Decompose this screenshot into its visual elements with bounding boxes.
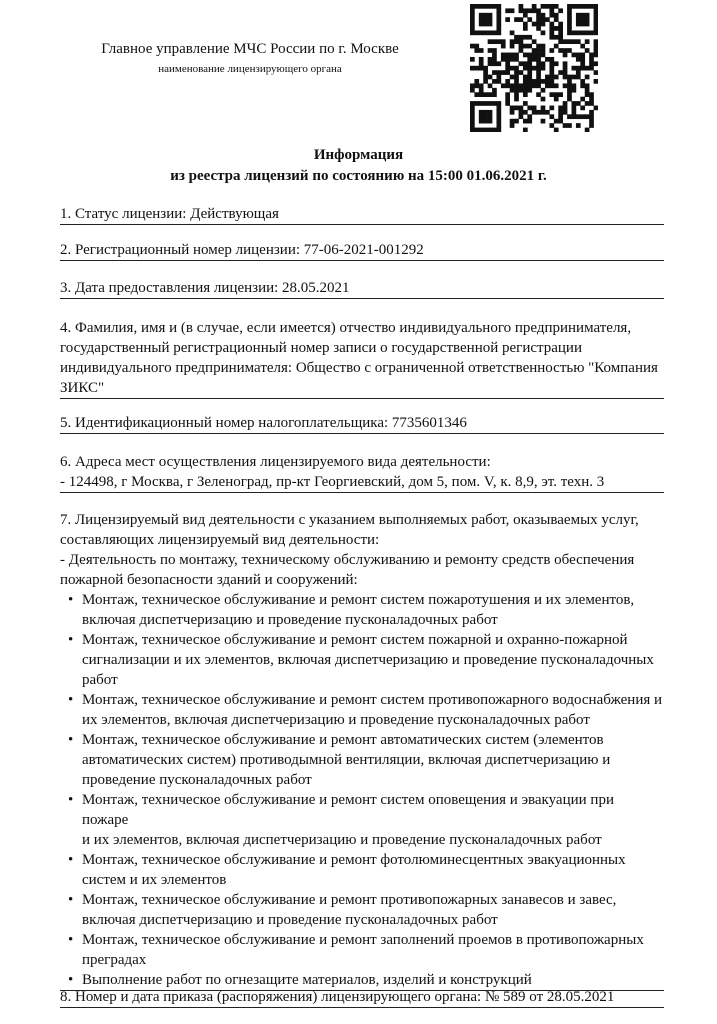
- license-reg-number: [60, 240, 664, 261]
- licensed-activity-line2: составляющих лицензируемый вид деятельности:: [60, 532, 380, 548]
- licensed-work-line: сигнализации и их элементов, включая диспетчеризацию и проведение пусконаладочных: [82, 652, 654, 668]
- bullet-icon: •: [68, 932, 74, 948]
- licensed-activity-line3: - Деятельность по монтажу, техническому обслуживанию и ремонту средств обеспечения: [60, 552, 635, 568]
- licensed-work-line: Монтаж, техническое обслуживание и ремонт противопожарных занавесов и завес,: [82, 892, 617, 908]
- taxpayer-id: [60, 413, 664, 434]
- bullet-icon: •: [68, 692, 74, 708]
- license-holder-line2: государственный регистрационный номер записи о государственной регистрации: [60, 340, 582, 356]
- licensed-works-list: [60, 590, 664, 991]
- licensed-work-line: Выполнение работ по огнезащите материалов, изделий и конструкций: [82, 972, 532, 988]
- license-reg-number-text: 2. Регистрационный номер лицензии: 77-06-2021-001292: [60, 240, 664, 261]
- licensed-work-line: их элементов, включая диспетчеризацию и проведение пусконаладочных работ: [82, 712, 590, 728]
- licensed-work-item: [60, 930, 664, 970]
- licensed-work-line: Монтаж, техническое обслуживание и ремонт систем пожарной и охранно-пожарной: [82, 632, 628, 648]
- taxpayer-id-text: 5. Идентификационный номер налогоплательщика: 7735601346: [60, 413, 664, 434]
- licensed-activity: [60, 510, 664, 991]
- licensed-work-line: Монтаж, техническое обслуживание и ремонт систем пожаротушения и их элементов,: [82, 592, 635, 608]
- licensed-work-line: систем и их элементов: [82, 872, 227, 888]
- licensing-authority-caption: наименование лицензирующего органа: [158, 63, 342, 75]
- order-info-text: 8. Номер и дата приказа (распоряжения) лицензирующего органа: № 589 от 28.05.2021: [60, 987, 664, 1008]
- licensed-work-item: [60, 690, 664, 730]
- licensed-work-item: [60, 730, 664, 790]
- order-info: [60, 987, 664, 1008]
- licensed-work-item: [60, 850, 664, 890]
- licensed-work-line: Монтаж, техническое обслуживание и ремонт систем оповещения и эвакуации при пожаре: [82, 792, 614, 828]
- licensed-work-line: включая диспетчеризацию и проведение пусконаладочных работ: [82, 612, 498, 628]
- licensed-work-line: Монтаж, техническое обслуживание и ремонт заполнений проемов в противопожарных: [82, 932, 644, 948]
- licensed-work-line: Монтаж, техническое обслуживание и ремонт систем противопожарного водоснабжения и: [82, 692, 663, 708]
- activity-address-value: - 124498, г Москва, г Зеленоград, пр-кт Георгиевский, дом 5, пом. V, к. 8,9, эт. техн. 3: [60, 472, 664, 493]
- licensed-work-line: Монтаж, техническое обслуживание и ремонт автоматических систем (элементов: [82, 732, 604, 748]
- licensed-work-line: Монтаж, техническое обслуживание и ремонт фотолюминесцентных эвакуационных: [82, 852, 626, 868]
- licensed-work-line: автоматических систем) противодымной вентиляции, включая диспетчеризацию и: [82, 752, 611, 768]
- licensed-work-item: [60, 630, 664, 690]
- licensed-work-line: преградах: [82, 952, 147, 968]
- document-title-line2: из реестра лицензий по состоянию на 15:00 01.06.2021 г.: [170, 168, 547, 184]
- license-status: [60, 204, 664, 225]
- activity-addresses: [60, 452, 664, 493]
- licensed-activity-line1: 7. Лицензируемый вид деятельности с указанием выполняемых работ, оказываемых услуг,: [60, 512, 639, 528]
- licensed-work-item: [60, 890, 664, 930]
- licensed-work-item: [60, 790, 664, 850]
- license-holder: [60, 318, 664, 399]
- licensed-work-line: и их элементов, включая диспетчеризацию и проведение пусконаладочных работ: [82, 832, 602, 848]
- licensed-activity-line4: пожарной безопасности зданий и сооружений:: [60, 572, 358, 588]
- bullet-icon: •: [68, 732, 74, 748]
- license-holder-line1: 4. Фамилия, имя и (в случае, если имеется) отчество индивидуального предпринимателя,: [60, 320, 632, 336]
- licensed-work-line: проведение пусконаладочных работ: [82, 772, 312, 788]
- bullet-icon: •: [68, 632, 74, 648]
- license-holder-line3: индивидуального предпринимателя: Общество с ограниченной ответственностью "Компания: [60, 360, 658, 376]
- bullet-icon: •: [68, 852, 74, 868]
- document-title: [0, 145, 717, 187]
- licensed-work-line: работ: [82, 672, 118, 688]
- qr-code-icon: [470, 4, 598, 132]
- license-date-text: 3. Дата предоставления лицензии: 28.05.2021: [60, 278, 664, 299]
- license-holder-line4: ЗИКС": [60, 378, 664, 399]
- licensing-authority-name: Главное управление МЧС России по г. Москве: [101, 41, 399, 57]
- licensed-work-line: включая диспетчеризацию и проведение пусконаладочных работ: [82, 912, 498, 928]
- licensing-authority-header: [60, 40, 440, 76]
- document-title-line1: Информация: [313, 147, 404, 163]
- licensed-work-item: [60, 590, 664, 630]
- license-status-text: 1. Статус лицензии: Действующая: [60, 204, 664, 225]
- bullet-icon: •: [68, 892, 74, 908]
- activity-addresses-label: 6. Адреса мест осуществления лицензируемого вида деятельности:: [60, 454, 491, 470]
- bullet-icon: •: [68, 972, 74, 988]
- bullet-icon: •: [68, 592, 74, 608]
- bullet-icon: •: [68, 792, 74, 808]
- license-date: [60, 278, 664, 299]
